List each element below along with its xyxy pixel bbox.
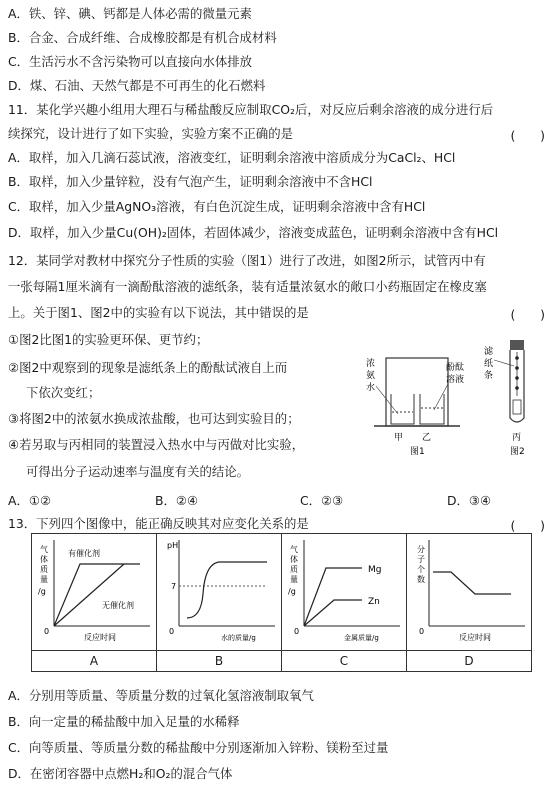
graph-d-cell	[407, 534, 532, 651]
q10-option-d: D．煤、石油、天然气都是不可再生的化石燃料	[8, 78, 266, 93]
graph-c-xlabel: 金属质量/g	[344, 634, 379, 642]
q12-stem-line3: 上。关于图1、图2中的实验有以下说法，其中错误的是	[8, 305, 309, 320]
q12-statement-3: ③将图2中的浓氨水换成浓盐酸，也可达到实验目的；	[8, 411, 300, 426]
graph-d-ylabel-4: 数	[417, 575, 425, 584]
graph-a-line-no-catalyst	[54, 564, 124, 626]
q11-option-a: A．取样，加入几滴石蕊试液，溶液变红，证明剩余溶液中溶质成分为CaCl₂、HCl	[8, 150, 456, 165]
q13-option-a: A．分别用等质量、等质量分数的过氧化氢溶液制取氧气	[8, 688, 314, 703]
label-phen-2: 溶液	[446, 375, 465, 385]
graph-d-line	[433, 572, 511, 594]
graph-a-label-no-cat: 无催化剂	[102, 601, 134, 610]
label-bing: 丙	[512, 433, 522, 443]
graph-c	[282, 534, 406, 646]
q12-answer-blank: ( )	[510, 307, 545, 322]
graph-c-line-mg	[304, 568, 362, 626]
graph-c-label-zn: Zn	[368, 597, 380, 607]
q11-option-b: B．取样，加入少量锌粒，没有气泡产生，证明剩余溶液中不含HCl	[8, 174, 373, 189]
label-fig2: 图2	[510, 447, 525, 457]
q11-stem-line1: 11．某化学兴趣小组用大理石与稀盐酸反应制取CO₂后，对反应后剩余溶液的成分进行后	[8, 102, 494, 117]
graph-b-ylabel: pH	[167, 541, 179, 550]
label-paper-3: 条	[484, 371, 494, 381]
q12-stem-line2: 一张每隔1厘米滴有一滴酚酞溶液的滤纸条，装有适量浓氨水的敞口小药瓶固定在橡皮塞	[8, 279, 487, 294]
q11-option-c: C．取样，加入少量AgNO₃溶液，有白色沉淀生成，证明剩余溶液中含有HCl	[8, 199, 426, 214]
label-fig1: 图1	[410, 447, 425, 457]
graph-b-xlabel: 水的质量/g	[221, 634, 256, 642]
q12-statement-2-cont: 下依次变红；	[26, 385, 101, 400]
graph-label-c: C	[282, 651, 407, 672]
q12-option-c: C．②③	[300, 493, 344, 508]
graph-c-ylabel-2: 体	[290, 555, 298, 564]
graph-c-origin: 0	[294, 627, 300, 636]
rubber-stopper	[510, 340, 524, 350]
q12-statement-2: ②图2中观察到的现象是滤纸条上的酚酞试液自上而	[8, 360, 288, 375]
q12-statement-4: ④若另取与丙相同的装置浸入热水中与丙做对比实验，	[8, 437, 305, 452]
label-jia: 甲	[394, 433, 404, 443]
graph-b	[157, 534, 281, 646]
q12-option-d: D．③④	[447, 493, 492, 508]
graph-b-curve	[187, 562, 267, 618]
q13-option-d: D．在密闭容器中点燃H₂和O₂的混合气体	[8, 766, 233, 781]
label-paper-1: 滤	[484, 347, 494, 357]
graph-c-label-mg: Mg	[368, 565, 382, 575]
q10-option-c: C．生活污水不含污染物可以直接向水体排放	[8, 54, 253, 69]
q12-stem-line1: 12．某同学对教材中探究分子性质的实验（图1）进行了改进，如图2所示，试管丙中有	[8, 253, 486, 268]
q13-option-c: C．向等质量、等质量分数的稀盐酸中分别逐渐加入锌粉、镁粉至过量	[8, 740, 389, 755]
graph-a-cell	[32, 534, 157, 651]
graph-d-xlabel: 反应时间	[459, 633, 491, 642]
beaker-cover	[386, 358, 448, 426]
q12-statement-1: ①图2比图1的实验更环保、更节约；	[8, 332, 209, 347]
q13-option-b: B．向一定量的稀盐酸中加入足量的水稀释	[8, 714, 240, 729]
graph-a-origin: 0	[44, 627, 50, 636]
graph-c-ylabel-3: 质	[290, 565, 298, 574]
q12-option-b: B．②④	[155, 493, 199, 508]
q13-answer-blank: ( )	[510, 518, 545, 533]
graph-a-ylabel-3: 质	[40, 565, 48, 574]
graph-c-cell	[282, 534, 407, 651]
graph-d-origin: 0	[419, 627, 425, 636]
q12-option-a: A．①②	[8, 493, 52, 508]
experiment-figure	[358, 336, 548, 466]
graph-b-seven: 7	[171, 582, 177, 591]
graph-d	[407, 534, 531, 646]
graph-c-ylabel-5: /g	[288, 587, 296, 596]
graph-d-ylabel-2: 子	[417, 555, 425, 564]
label-nh3-2: 氨	[366, 371, 376, 381]
graph-a-line-with-catalyst	[54, 564, 140, 626]
graph-d-ylabel-3: 个	[417, 565, 425, 574]
q13-stem: 13．下列四个图像中，能正确反映其对应变化关系的是	[8, 516, 309, 531]
graph-b-origin: 0	[169, 627, 175, 636]
graph-a-ylabel-1: 气	[40, 545, 48, 554]
q11-stem-line2: 续探究，设计进行了如下实验，实验方案不正确的是	[8, 126, 293, 141]
q10-option-a: A．铁、锌、碘、钙都是人体必需的微量元素	[8, 6, 252, 21]
label-yi: 乙	[422, 433, 432, 443]
graph-label-b: B	[157, 651, 282, 672]
label-nh3-3: 水	[366, 383, 376, 393]
graph-a-ylabel-4: 量	[40, 575, 48, 584]
graph-a-ylabel-2: 体	[40, 555, 48, 564]
graph-a-label-with-cat: 有催化剂	[68, 549, 100, 558]
q11-option-d: D．取样，加入少量Cu(OH)₂固体，若固体减少，溶液变成蓝色，证明剩余溶液中含有HCl	[8, 225, 499, 240]
graphs-table	[31, 533, 532, 672]
graph-b-cell	[157, 534, 282, 651]
q12-statement-4-cont: 可得出分子运动速率与温度有关的结论。	[26, 464, 250, 479]
graph-c-ylabel-4: 量	[290, 575, 298, 584]
q11-answer-blank: ( )	[510, 128, 545, 143]
graph-c-ylabel-1: 气	[290, 545, 298, 554]
graph-label-a: A	[32, 651, 157, 672]
graph-a-ylabel-5: /g	[38, 587, 46, 596]
label-phen-1: 酚酞	[446, 363, 465, 373]
graph-d-ylabel-1: 分	[417, 545, 425, 554]
q10-option-b: B．合金、合成纤维、合成橡胶都是有机合成材料	[8, 30, 277, 45]
small-bottle	[513, 400, 521, 414]
label-nh3-1: 浓	[366, 359, 376, 369]
graph-a	[32, 534, 156, 646]
graph-label-d: D	[407, 651, 532, 672]
label-paper-2: 纸	[484, 359, 494, 369]
graph-a-xlabel: 反应时间	[84, 633, 116, 642]
